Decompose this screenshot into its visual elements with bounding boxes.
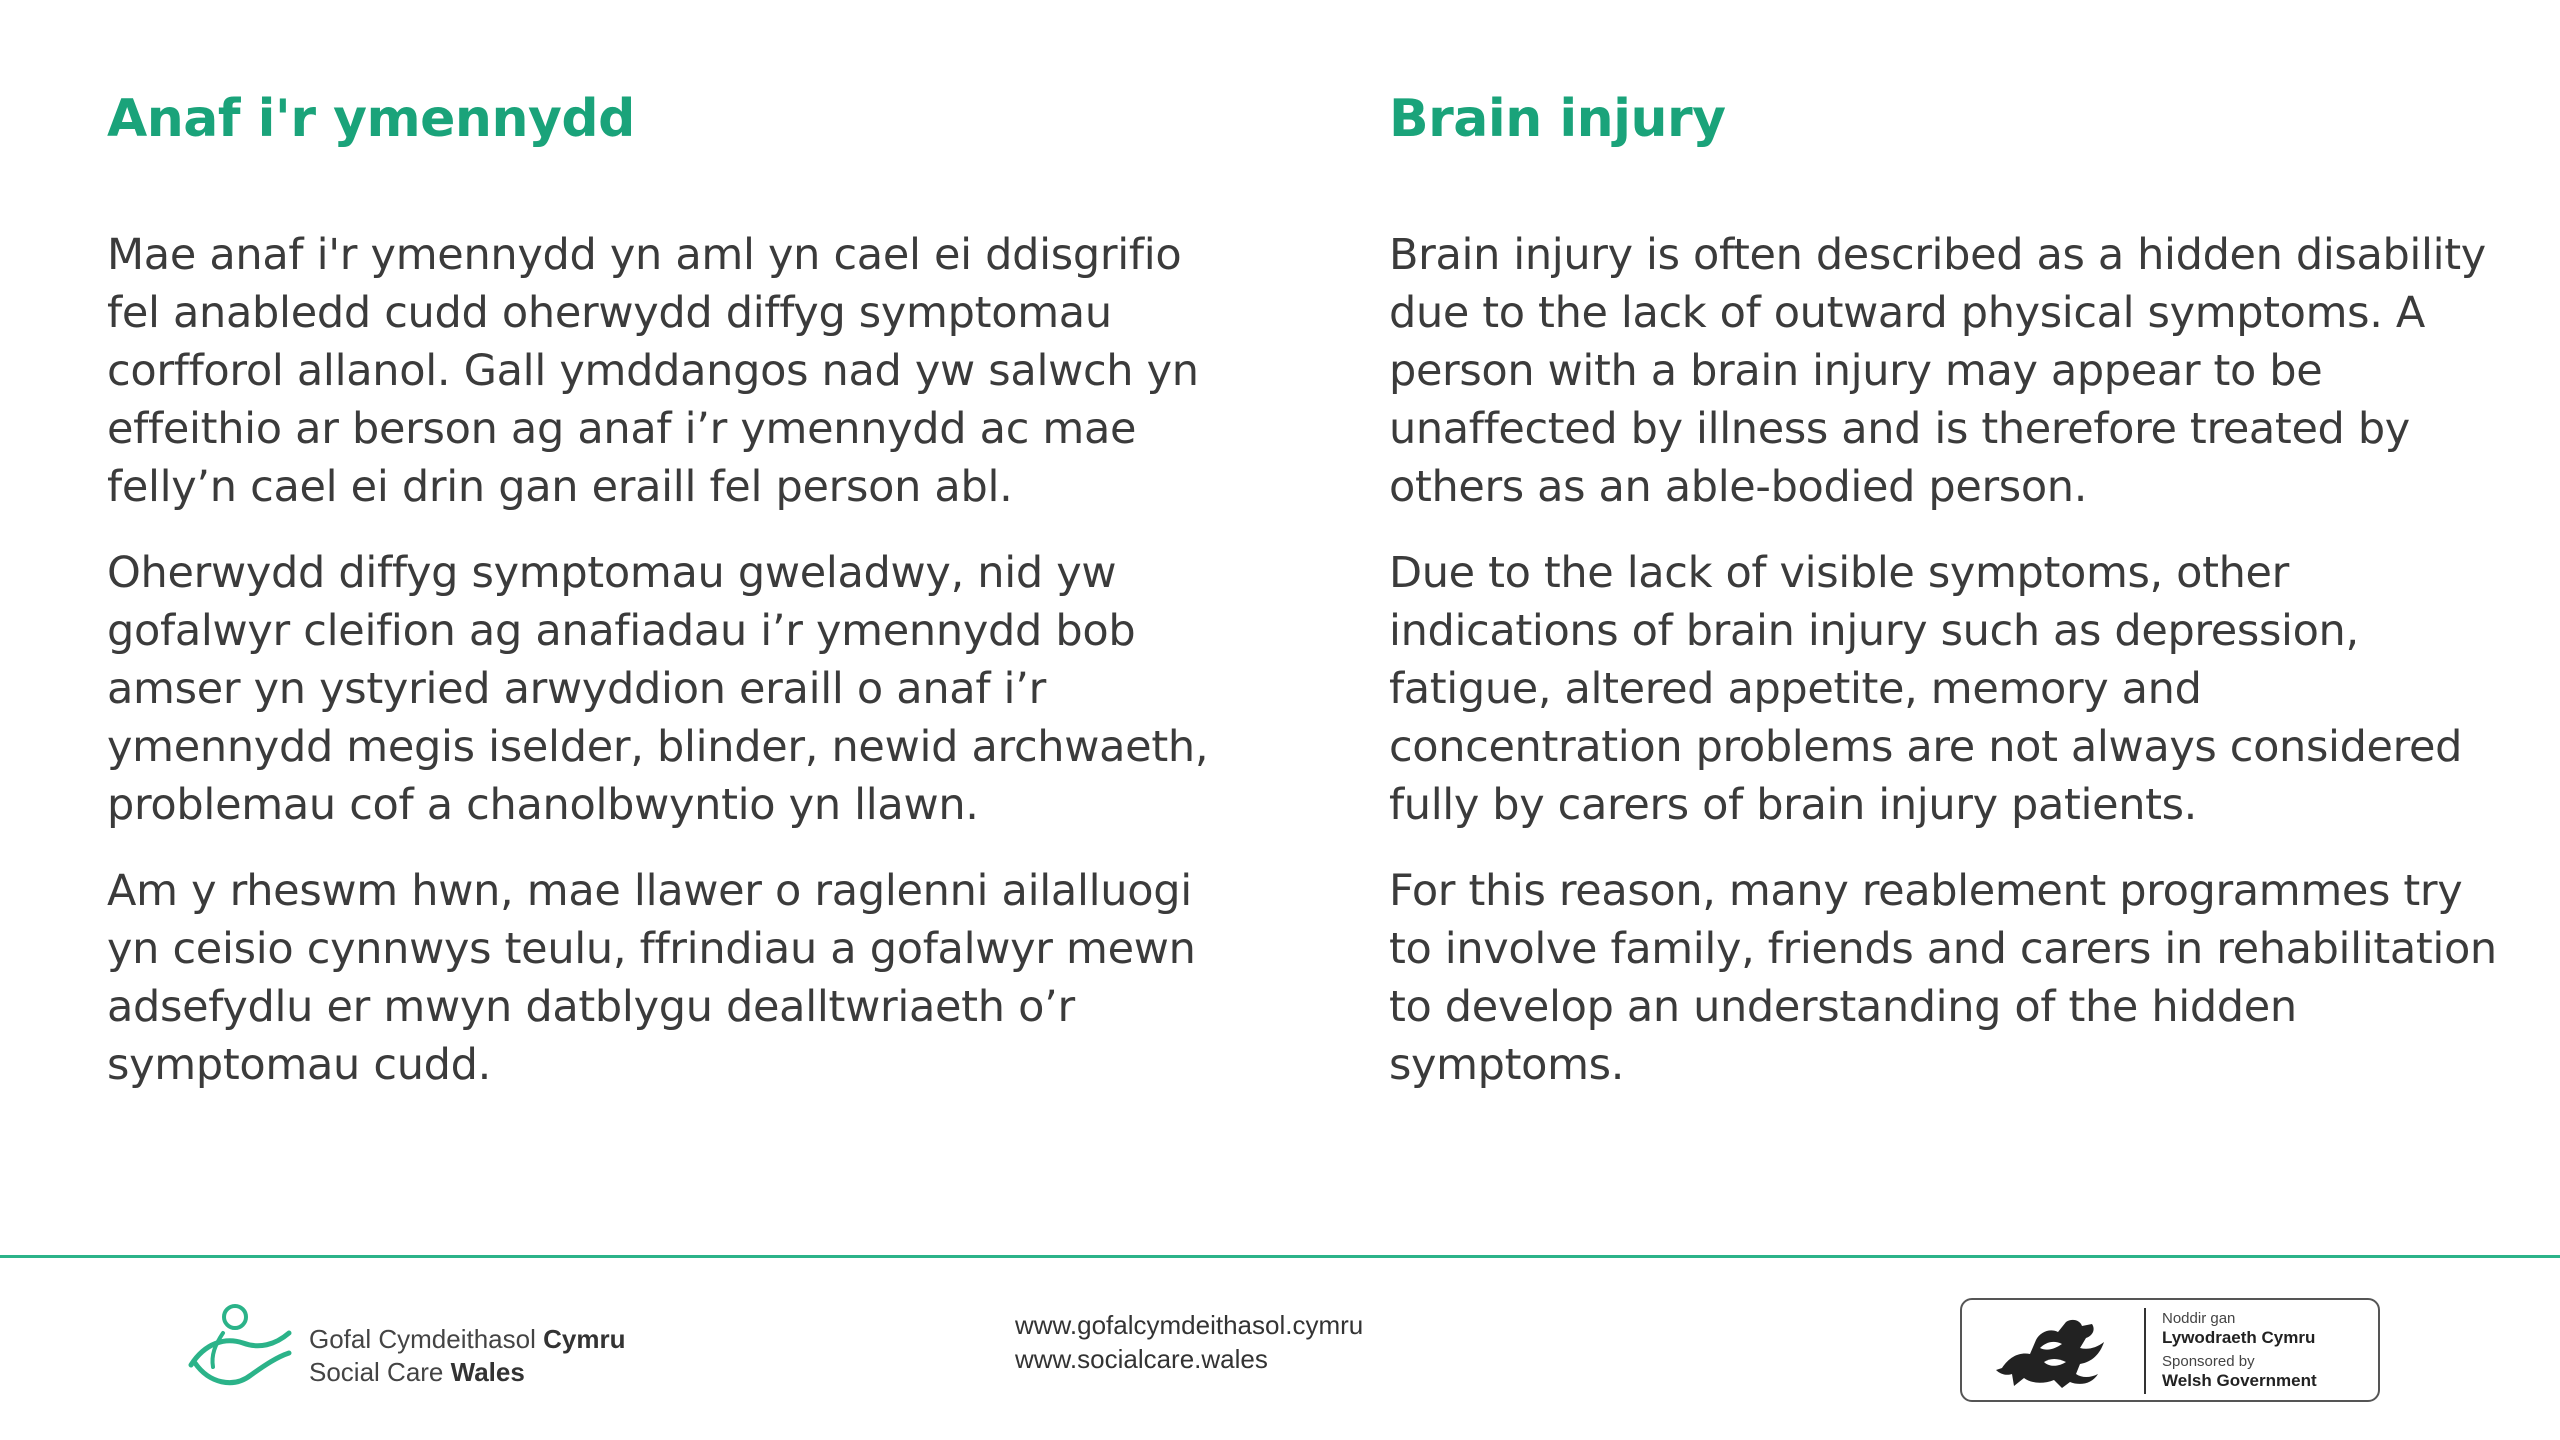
url-english-link[interactable]: www.socialcare.wales: [1015, 1344, 1268, 1374]
welsh-government-sponsor-logo: [1960, 1298, 2380, 1402]
footer: [0, 1258, 2560, 1440]
welsh-column: [107, 82, 1227, 1122]
welsh-heading: Anaf i'r ymennydd: [107, 89, 635, 149]
social-care-wales-logo-icon: [185, 1303, 295, 1393]
social-care-wales-logo-text: [309, 1323, 625, 1389]
footer-urls: [1015, 1308, 1363, 1376]
welsh-paragraph-1: Mae anaf i'r ymennydd yn aml yn cael ei ddisgrifio fel anabledd cudd oherwydd diffyg symptomau corfforol allanol. Gall ymddangos nad yw salwch yn effeithio ar berson ag anaf i’r ymennydd ac mae felly’n cael ei drin gan eraill fel person abl.: [107, 230, 1199, 512]
english-column: [1389, 82, 2499, 1122]
welsh-paragraph-2: Oherwydd diffyg symptomau gweladwy, nid yw gofalwyr cleifion ag anafiadau i’r ymennydd bob amser yn ystyried arwyddion eraill o anaf i’r ymennydd megis iselder, blinder, newid archwaeth, problemau cof a chanolbwyntio yn llawn.: [107, 548, 1209, 830]
social-care-wales-logo: [185, 1303, 745, 1403]
english-paragraph-2: Due to the lack of visible symptoms, other indications of brain injury such as depression, fatigue, altered appetite, memory and concentration problems are not always considered fully by carers of brain injury patients.: [1389, 548, 2463, 830]
english-paragraph-3: For this reason, many reablement programmes try to involve family, friends and carers in rehabilitation to develop an understanding of the hidden symptoms.: [1389, 866, 2497, 1090]
english-paragraph-1: Brain injury is often described as a hidden disability due to the lack of outward physical symptoms. A person with a brain injury may appear to be unaffected by illness and is therefore treated by others as an able-bodied person.: [1389, 230, 2486, 512]
welsh-paragraph-3: Am y rheswm hwn, mae llawer o raglenni ailalluogi yn ceisio cynnwys teulu, ffrindiau a gofalwyr mewn adsefydlu er mwyn datblygu dealltwriaeth o’r symptomau cudd.: [107, 866, 1196, 1090]
sponsor-english-name: Welsh Government: [2162, 1371, 2317, 1390]
sponsor-logo-divider: [2144, 1308, 2146, 1394]
sponsor-welsh-name: Lywodraeth Cymru: [2162, 1328, 2316, 1347]
url-welsh-link[interactable]: www.gofalcymdeithasol.cymru: [1015, 1310, 1364, 1340]
sponsor-welsh-label: Noddir gan: [2162, 1310, 2236, 1327]
logo-line-english: Social Care Wales: [309, 1357, 525, 1387]
sponsor-english-label: Sponsored by: [2162, 1353, 2255, 1370]
welsh-dragon-icon: [1984, 1308, 2124, 1394]
sponsor-logo-text: [2162, 1310, 2317, 1391]
english-heading: Brain injury: [1389, 89, 1726, 149]
logo-line-welsh: Gofal Cymdeithasol Cymru: [309, 1324, 626, 1354]
